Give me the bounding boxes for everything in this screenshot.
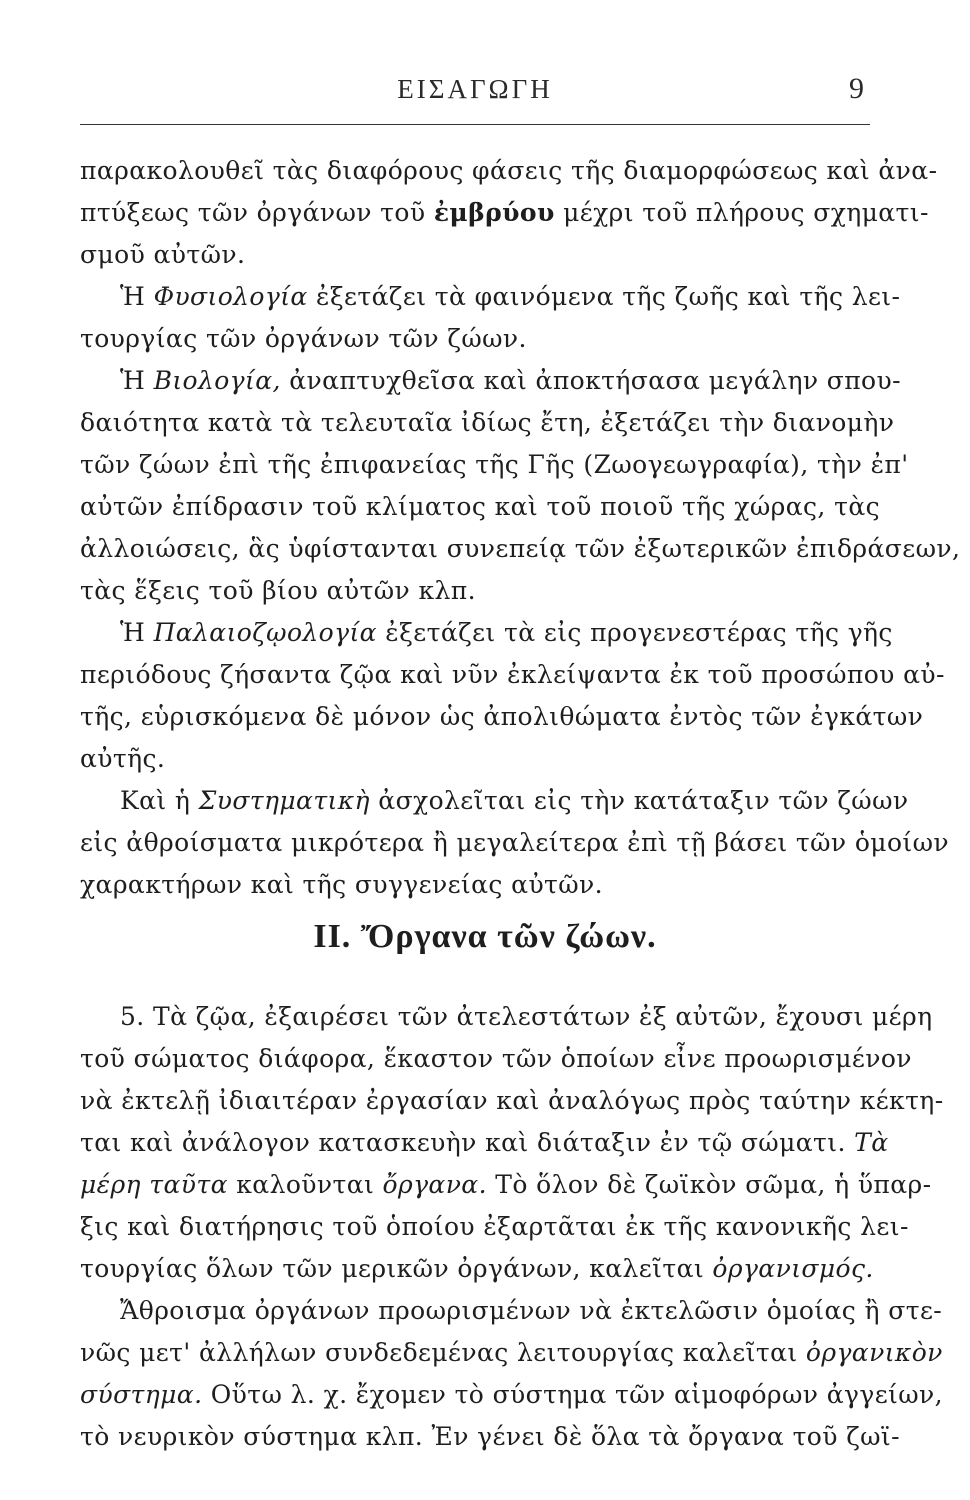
- text-span: σμοῦ αὐτῶν.: [80, 240, 246, 269]
- text-span: ξις καὶ διατήρησις τοῦ ὁποίου ἐξαρτᾶται ἐκ τῆς κανονικῆς λει-: [80, 1212, 909, 1241]
- italic-term: ὀργανικὸν: [805, 1338, 943, 1367]
- text-span: δαιότητα κατὰ τὰ τελευταῖα ἰδίως ἔτη, ἐξετάζει τὴν διανομὴν: [80, 408, 895, 437]
- text-line: [80, 276, 901, 318]
- italic-term: Βιολογία,: [153, 366, 281, 395]
- text-span: περιόδους ζήσαντα ζῷα καὶ νῦν ἐκλείψαντα ἐκ τοῦ προσώπου αὐ-: [80, 660, 945, 689]
- text-span: ἐξετάζει τὰ φαινόμενα τῆς ζωῆς καὶ τῆς λει-: [307, 282, 901, 311]
- running-header: [80, 62, 870, 125]
- text-line: [80, 402, 895, 444]
- text-span: 5. Τὰ ζῷα, ἐξαιρέσει τῶν ἀτελεστάτων ἐξ αὐτῶν, ἔχουσι μέρη: [120, 1002, 933, 1031]
- text-span: τῆς, εὑρισκόμενα δὲ μόνον ὡς ἀπολιθώματα ἐντὸς τῶν ἐγκάτων: [80, 702, 924, 731]
- italic-term: Φυσιολογία: [153, 282, 308, 311]
- text-span: νὰ ἐκτελῇ ἰδιαιτέραν ἐργασίαν καὶ ἀναλόγως πρὸς ταύτην κέκτη-: [80, 1086, 944, 1115]
- text-span: ἐξετάζει τὰ εἰς προγενεστέρας τῆς γῆς: [376, 618, 893, 647]
- text-line: [80, 570, 870, 612]
- text-span: ἀλλοιώσεις, ἃς ὑφίστανται συνεπείᾳ τῶν ἐξωτερικῶν ἐπιδράσεων,: [80, 534, 961, 563]
- text-span: παρακολουθεῖ τὰς διαφόρους φάσεις τῆς διαμορφώσεως καὶ ἀνα-: [80, 156, 938, 185]
- text-line: [80, 696, 924, 738]
- text-line: [80, 234, 870, 276]
- text-line: [80, 1122, 889, 1164]
- text-span: τῶν ζώων ἐπὶ τῆς ἐπιφανείας τῆς Γῆς (Ζωογεωγραφία), τὴν ἐπ': [80, 450, 909, 479]
- text-span: Ἡ: [120, 366, 154, 395]
- text-span: ται καὶ ἀνάλογον κατασκευὴν καὶ διάταξιν ἐν τῷ σώματι.: [80, 1128, 855, 1157]
- text-line: [80, 444, 909, 486]
- text-span: καλοῦνται: [227, 1170, 383, 1199]
- text-span: νῶς μετ' ἀλλήλων συνδεδεμένας λειτουργίας καλεῖται: [80, 1338, 806, 1367]
- text-line: [80, 192, 929, 234]
- text-line: [80, 1206, 909, 1248]
- text-line: [80, 1416, 900, 1458]
- text-line: [80, 654, 945, 696]
- text-span: εἰς ἀθροίσματα μικρότερα ἢ μεγαλείτερα ἐπὶ τῇ βάσει τῶν ὁμοίων: [80, 828, 949, 857]
- text-line: [80, 528, 961, 570]
- text-line: [80, 738, 870, 780]
- text-span: Ἡ: [120, 282, 154, 311]
- text-line: [80, 1290, 943, 1332]
- italic-term: ὀργανισμός.: [712, 1254, 874, 1283]
- text-line: [80, 864, 870, 906]
- text-line: [80, 612, 893, 654]
- bold-term: ἐμβρύου: [433, 198, 555, 227]
- text-span: τουργίας τῶν ὀργάνων τῶν ζώων.: [80, 324, 527, 353]
- text-span: χαρακτήρων καὶ τῆς συγγενείας αὐτῶν.: [80, 870, 604, 899]
- text-line: [80, 486, 881, 528]
- text-line: [80, 150, 938, 192]
- text-span: Ἄθροισμα ὀργάνων προωρισμένων νὰ ἐκτελῶσιν ὁμοίας ἢ στε-: [120, 1296, 943, 1325]
- text-line: [80, 1332, 943, 1374]
- text-span: Ἡ: [120, 618, 154, 647]
- text-span: πτύξεως τῶν ὀργάνων τοῦ: [80, 198, 434, 227]
- running-title: ΕΙΣΑΓΩΓΗ: [397, 74, 553, 104]
- text-span: αὐτῶν ἐπίδρασιν τοῦ κλίματος καὶ τοῦ ποιοῦ τῆς χώρας, τὰς: [80, 492, 881, 521]
- italic-term: ὄργανα.: [382, 1170, 487, 1199]
- text-span: τουργίας ὅλων τῶν μερικῶν ὀργάνων, καλεῖται: [80, 1254, 713, 1283]
- italic-term: Συστηματικὴ: [198, 786, 370, 815]
- text-line: [80, 1080, 944, 1122]
- section-heading: II. Ὄργανα τῶν ζώων.: [313, 918, 657, 955]
- text-line: [80, 318, 870, 360]
- text-line: [80, 1038, 912, 1080]
- text-span: Τὸ ὅλον δὲ ζωϊκὸν σῶμα, ἡ ὕπαρ-: [486, 1170, 932, 1199]
- text-line: [80, 360, 901, 402]
- italic-term: σύστημα.: [80, 1380, 203, 1409]
- text-line: [80, 822, 949, 864]
- text-span: μέχρι τοῦ πλήρους σχηματι-: [554, 198, 929, 227]
- text-span: Οὕτω λ. χ. ἔχομεν τὸ σύστημα τῶν αἱμοφόρων ἀγγείων,: [202, 1380, 943, 1409]
- text-line: [80, 780, 909, 822]
- page-number: 9: [849, 72, 864, 105]
- text-line: [80, 1164, 932, 1206]
- text-span: αὐτῆς.: [80, 744, 166, 773]
- text-span: ἀσχολεῖται εἰς τὴν κατάταξιν τῶν ζώων: [369, 786, 909, 815]
- text-span: τοῦ σώματος διάφορα, ἕκαστον τῶν ὁποίων εἶνε προωρισμένον: [80, 1044, 912, 1073]
- text-span: ἀναπτυχθεῖσα καὶ ἀποκτήσασα μεγάλην σπου-: [280, 366, 901, 395]
- text-line: [80, 1248, 874, 1290]
- text-line: [80, 996, 933, 1038]
- italic-term: Τὰ: [854, 1128, 889, 1157]
- text-span: Καὶ ἡ: [120, 786, 199, 815]
- text-line: [80, 1374, 943, 1416]
- italic-term: Παλαιοζῳολογία: [153, 618, 377, 647]
- text-span: τὸ νευρικὸν σύστημα κλπ. Ἐν γένει δὲ ὅλα τὰ ὄργανα τοῦ ζωϊ-: [80, 1422, 900, 1451]
- italic-term: μέρη ταῦτα: [80, 1170, 228, 1199]
- text-span: τὰς ἕξεις τοῦ βίου αὐτῶν κλπ.: [80, 576, 476, 605]
